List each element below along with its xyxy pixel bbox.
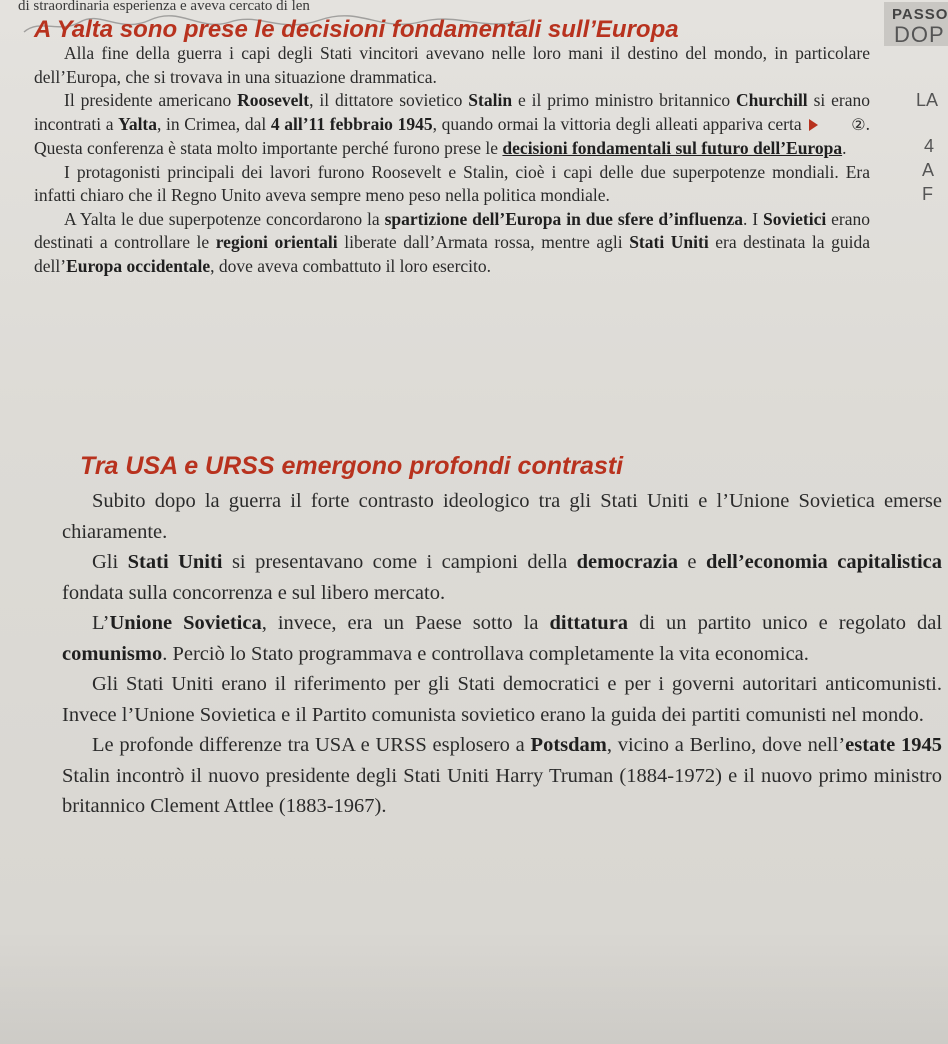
section-heading-contrasts: Tra USA e URSS emergono profondi contrasti (80, 452, 624, 480)
page-shadow (0, 930, 948, 1044)
textbook-page: di straordinaria esperienza e aveva cercato di len PASSO DOP LA 4 A F A Yalta sono prese le decisioni fondamentali sull’Europa Alla fine della guerra i capi degli Stati vincitori avevano nelle loro mani il destino del mondo, in particolare dell’Europa, che si trovava in una situazione drammatica. Il presidente americano Roosevelt, il dittatore sovietico Stalin e il primo ministro britannico Churchill si erano incontrati a Yalta, in Crimea, dal 4 all’11 febbraio 1945, quando ormai la vittoria degli alleati appariva certa ②. Questa conferenza è stata molto importante perché furono prese le decisioni fondamentali sul futuro dell’Europa. I protagonisti principali dei lavori furono Roosevelt e Stalin, cioè i capi delle due superpotenze mondiali. Era infatti chiaro che il Regno Unito aveva sempre meno peso nella politica mondiale. A Yalta le due superpotenze concordarono la spartizione dell’Europa in due sfere d’influenza. I Sovietici erano destinati a controllare le regioni orientali liberate dall’Armata rossa, mentre agli Stati Uniti era destinata la guida dell’Europa occidentale, dove aveva combattuto il loro esercito. Tra USA e URSS emergono profondi contrasti Subito dopo la guerra il forte contrasto ideologico tra gli Stati Uniti e l’Unione Sovietica emerse chiaramente. Gli Stati Uniti si presentavano come i campioni della democrazia e dell’economia capitalistica fondata sulla concorrenza e sul libero mercato. L’Unione Sovietica, invece, era un Paese sotto la dittatura di un partito unico e regolato dal comunismo. Perciò lo Stato programmava e controllava completamente la vita economica. Gli Stati Uniti erano il riferimento per gli Stati democratici e per i governi autoritari anticomunisti. Invece l’Unione Sovietica e il Partito comunista sovietico erano la guida dei partiti comunisti nel mondo. Le profonde differenze tra USA e URSS esplosero a Potsdam, vicino a Berlino, dove nell’estate 1945 Stalin incontrò il nuovo presidente degli Stati Uniti Harry Truman (1884-1972) e il nuovo primo ministro britannico Clement Attlee (1883-1967). (0, 0, 948, 1044)
paragraph: I protagonisti principali dei lavori furono Roosevelt e Stalin, cioè i capi delle due superpotenze mondiali. Era infatti chiaro che il Regno Unito aveva sempre meno peso nella politica mondiale. (34, 161, 870, 205)
paragraph: L’Unione Sovietica, invece, era un Paese sotto la dittatura di un partito unico e regolato dal comunismo. Perciò lo Stato programmava e controllava completamente la vita economica. (62, 612, 943, 665)
section-body-contrasts (62, 486, 942, 822)
paragraph: Gli Stati Uniti erano il riferimento per gli Stati democratici e per i governi autoritari anticomunisti. Invece l’Unione Sovietica e il Partito comunista sovietico erano la guida dei partiti comunisti nel mondo. (62, 673, 942, 726)
paragraph: Subito dopo la guerra il forte contrasto ideologico tra gli Stati Uniti e l’Unione Sovietica emerse chiaramente. (62, 490, 942, 543)
paragraph: Gli Stati Uniti si presentavano come i campioni della democrazia e dell’economia capitalistica fondata sulla concorrenza e sul libero mercato. (62, 551, 942, 604)
figure-reference[interactable]: ② (851, 116, 866, 134)
paragraph: Alla fine della guerra i capi degli Stati vincitori avevano nelle loro mani il destino del mondo, in particolare dell’Europa, che si trovava in una situazione drammatica. (34, 43, 870, 87)
paragraph: A Yalta le due superpotenze concordarono la spartizione dell’Europa in due sfere d’influenza. I Sovietici erano destinati a controllare le regioni orientali liberate dall’Armata rossa, mentre agli Stati Uniti era destinata la guida dell’Europa occidentale, dove aveva combattuto il loro esercito. (34, 208, 870, 276)
section-heading-yalta: A Yalta sono prese le decisioni fondamentali sull’Europa (34, 16, 679, 43)
section-body-yalta (34, 42, 870, 278)
side-subtitle: DOP (894, 22, 945, 47)
paragraph: Il presidente americano Roosevelt, il dittatore sovietico Stalin e il primo ministro britannico Churchill si erano incontrati a Yalta, in Crimea, dal 4 all’11 febbraio 1945, quando ormai la vittoria degli alleati appariva certa ②. Questa conferenza è stata molto importante perché furono prese le decisioni fondamentali sul futuro dell’Europa. (34, 90, 870, 158)
cut-off-top-line: di straordinaria esperienza e aveva cercato di len (18, 0, 310, 14)
arrow-icon (809, 119, 818, 131)
side-title: PASSO (892, 6, 948, 23)
paragraph: Le profonde differenze tra USA e URSS esplosero a Potsdam, vicino a Berlino, dove nell’estate 1945 Stalin incontrò il nuovo presidente degli Stati Uniti Harry Truman (1884-1972) e il nuovo primo ministro britannico Clement Attlee (1883-1967). (62, 734, 942, 817)
